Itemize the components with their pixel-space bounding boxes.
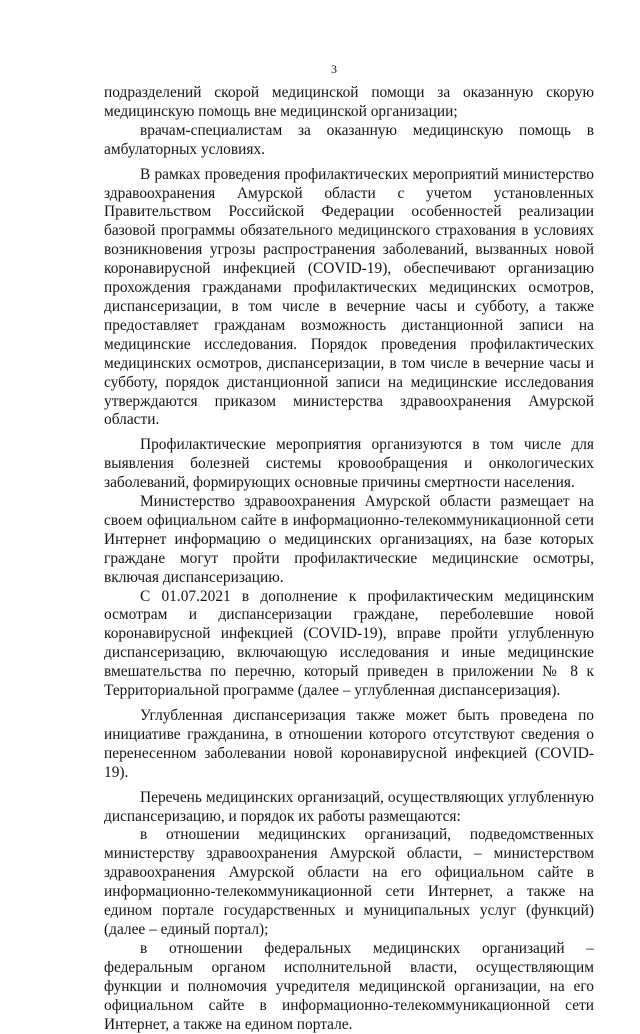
paragraph: подразделений скорой медицинской помощи за оказанную скорую медицинскую помощь вне медицинской организации; — [104, 84, 594, 120]
paragraph: в отношении медицинских организаций, подведомственных министерству здравоохранения Амурской области, – министерством здравоохранения Амурской области на его официальном сайте в информационно-телекоммуникационной сети Интернет, а также на едином портале государственных и муниципальных услуг (функций) (далее – единый портал); — [104, 826, 594, 938]
paragraph: Профилактические мероприятия организуются в том числе для выявления болезней системы кровообращения и онкологических заболеваний, формирующих основные причины смертности населения. — [104, 436, 594, 492]
paragraph: врачам-специалистам за оказанную медицинскую помощь в амбулаторных условиях. — [104, 121, 594, 158]
paragraph: в отношении федеральных медицинских организаций – федеральным органом исполнительной власти, осуществляющим функции и полномочия учредителя медицинской организации, на его официальном сайте в информационно-телекоммуникационной сети Интернет, а также на едином портале. — [104, 939, 594, 1033]
paragraph: В рамках проведения профилактических мероприятий министерство здравоохранения Амурской области с учетом установленных Правительством Российской Федерации особенностей реализации базовой программы обязательного медицинского страхования в условиях возникновения угрозы распространения заболеваний, вызванных новой коронавирусной инфекцией (COVID-19), обеспечивают организацию прохождения гражданами профилактических медицинских осмотров, диспансеризации, в том числе в вечерние часы и субботу, а также предоставляет гражданам возможность дистанционной записи на медицинские исследования. Порядок проведения профилактических медицинских осмотров, диспансеризации, в том числе в вечерние часы и субботу, порядок дистанционной записи на медицинские исследования утверждаются приказом министерства здравоохранения Амурской области. — [104, 165, 594, 429]
paragraph: С 01.07.2021 в дополнение к профилактическим медицинским осмотрам и диспансеризации граждане, переболевшие новой коронавирусной инфекцией (COVID-19), вправе пройти углубленную диспансеризацию, включающую исследования и иные медицинские вмешательства по перечню, который приведен в приложении № 8 к Территориальной программе (далее – углубленная диспансеризация). — [104, 587, 594, 700]
paragraph: Министерство здравоохранения Амурской области размещает на своем официальном сайте в информационно-телекоммуникационной сети Интернет информацию о медицинских организациях, на базе которых граждане могут пройти профилактические медицинские осмотры, включая диспансеризацию. — [104, 493, 594, 586]
document-body — [104, 84, 594, 1034]
paragraph: Перечень медицинских организаций, осуществляющих углубленную диспансеризацию, и порядок их работы размещаются: — [104, 788, 594, 825]
page-number: 3 — [331, 62, 337, 76]
paragraph: Углубленная диспансеризация также может быть проведена по инициативе гражданина, в отношении которого отсутствуют сведения о перенесенном заболевании новой коронавирусной инфекцией (COVID-19). — [104, 707, 594, 781]
